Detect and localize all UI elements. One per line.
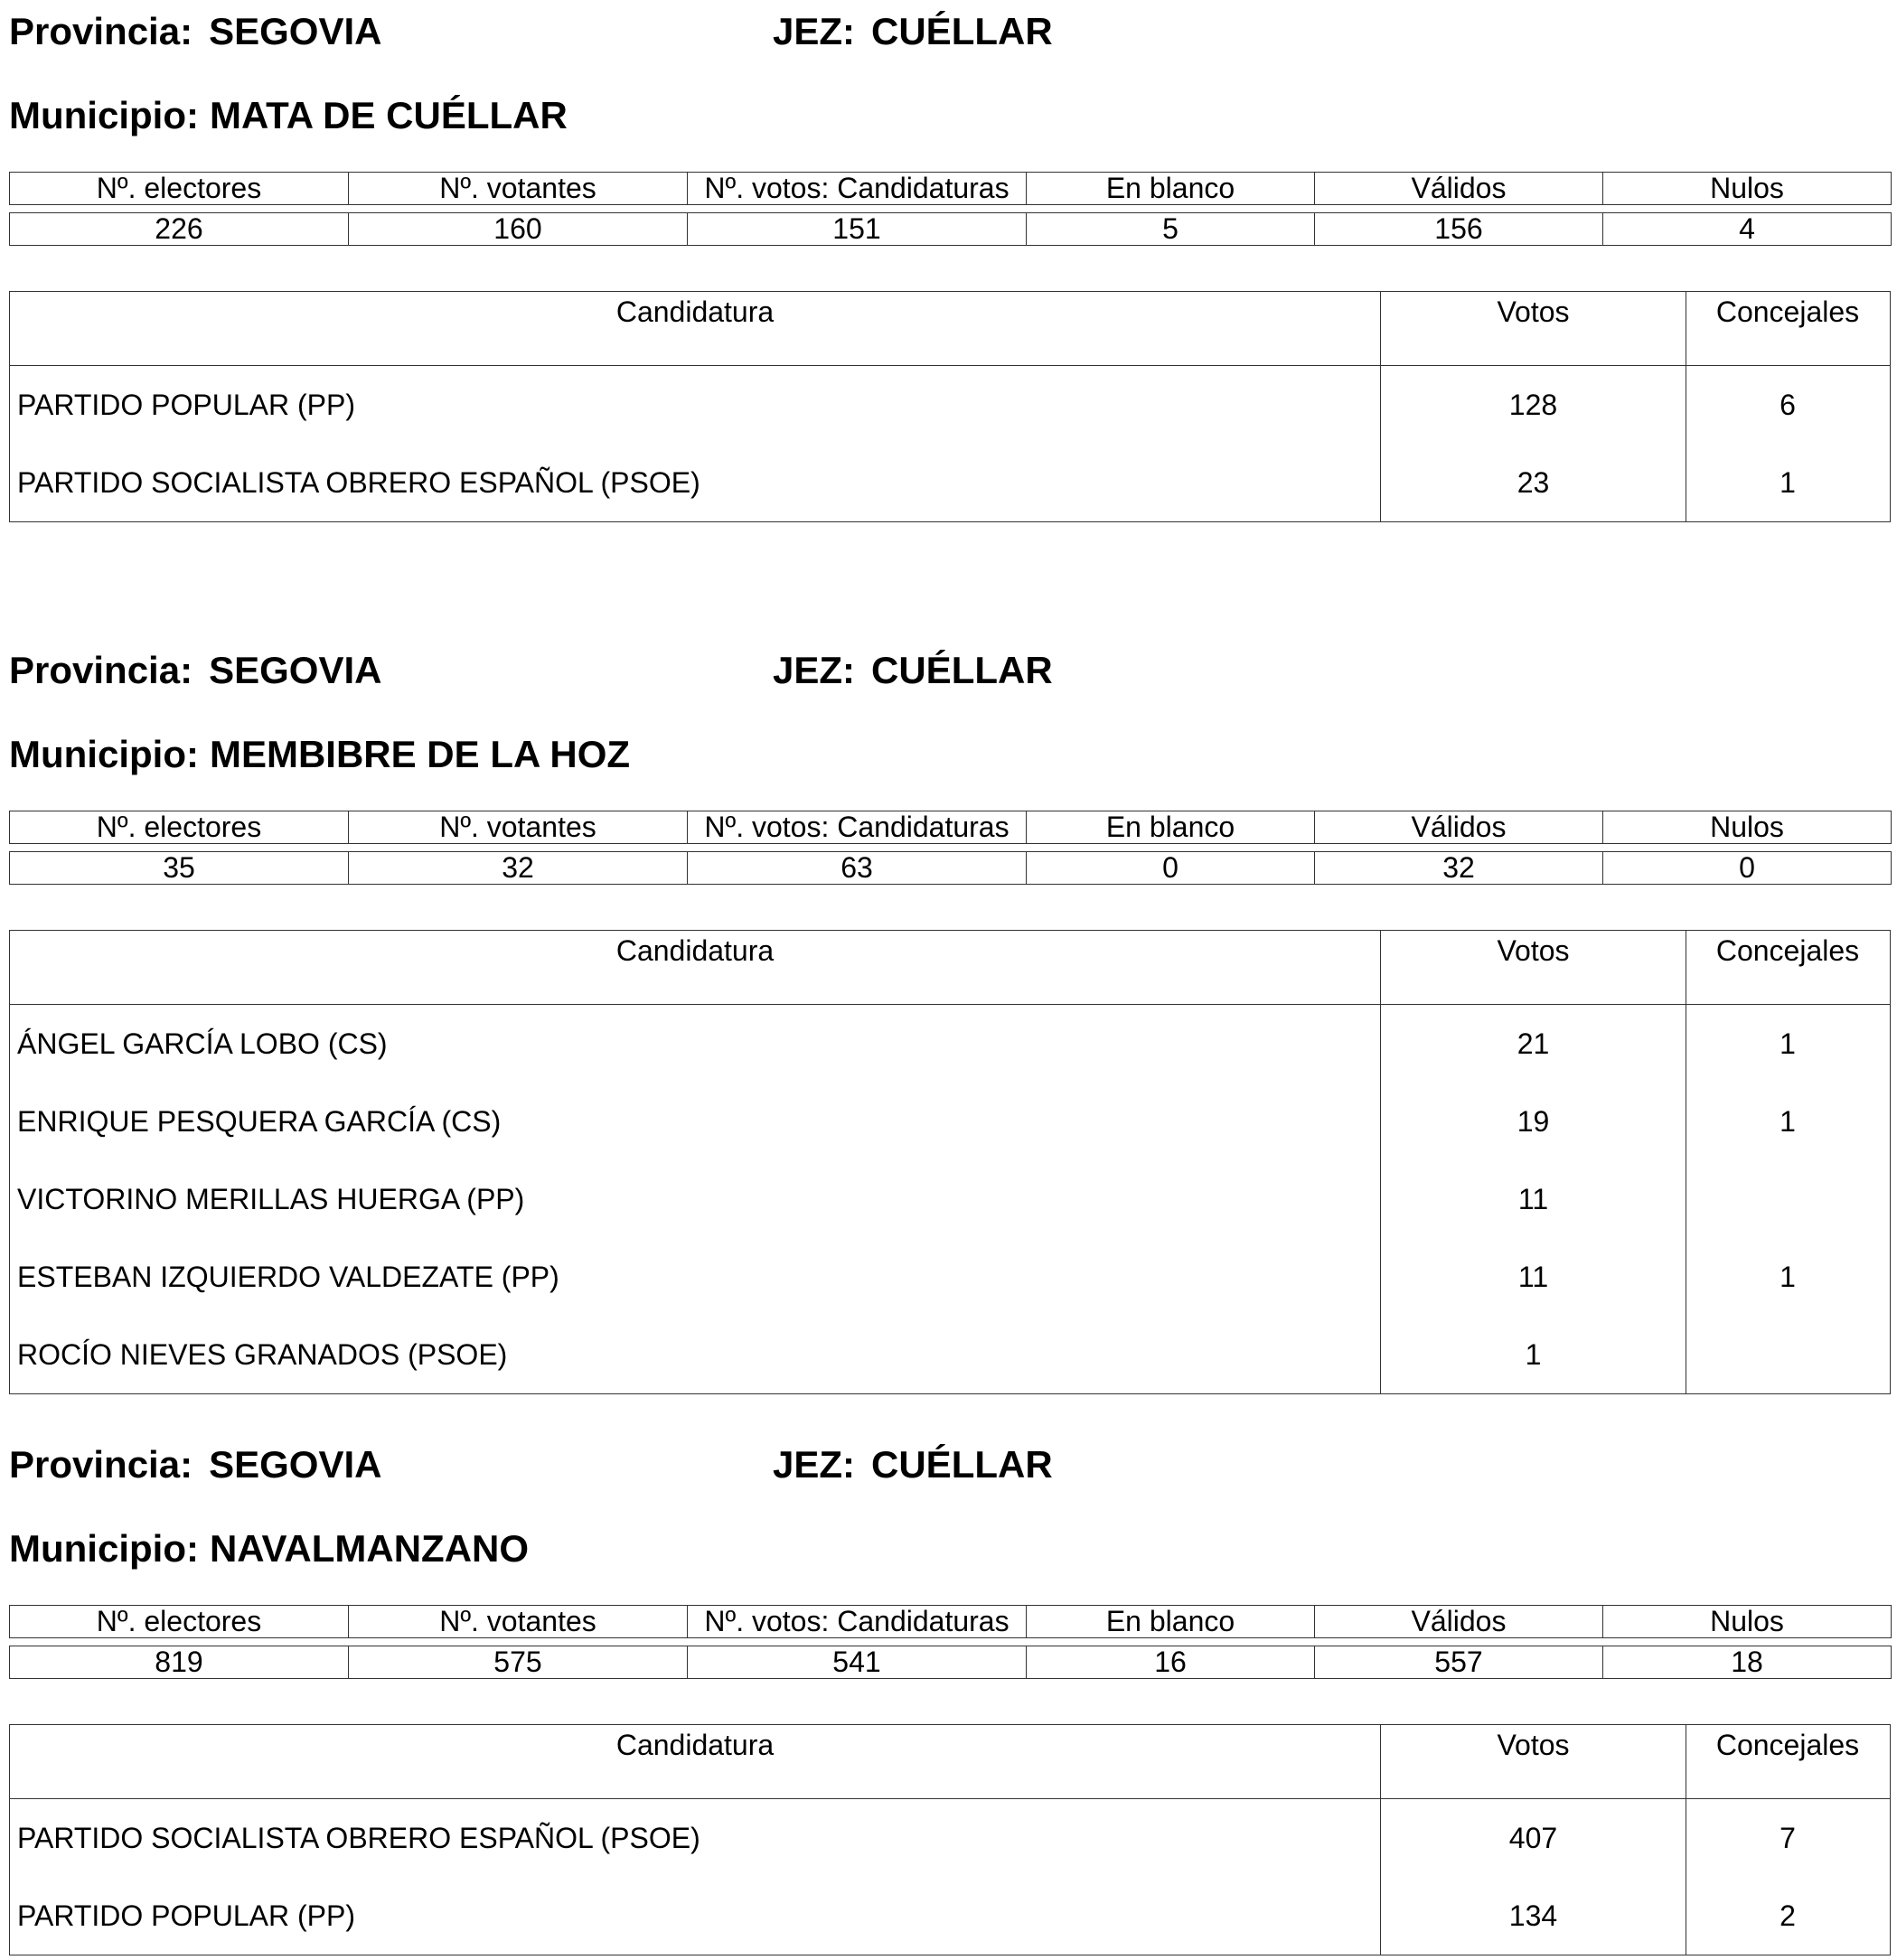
stat-value: 4 xyxy=(1603,213,1892,246)
candidate-votos: 1 xyxy=(1381,1316,1686,1393)
candidate-name: VICTORINO MERILLAS HUERGA (PP) xyxy=(10,1160,1381,1238)
stat-header: Nº. votantes xyxy=(349,173,688,205)
stats-header-row xyxy=(10,1606,1892,1638)
candidates-header-row xyxy=(10,292,1890,366)
candidate-votos: 23 xyxy=(1381,444,1686,521)
stat-value: 63 xyxy=(688,852,1027,885)
votos-header: Votos xyxy=(1381,292,1686,365)
stat-value: 0 xyxy=(1027,852,1315,885)
stat-value: 156 xyxy=(1315,213,1603,246)
table-row xyxy=(10,366,1890,444)
provincia-value: SEGOVIA xyxy=(209,10,382,52)
jez-line xyxy=(773,10,1053,52)
municipio-label: Municipio: xyxy=(9,1527,199,1570)
candidate-concejales: 2 xyxy=(1780,1899,1796,1932)
stat-header: Nulos xyxy=(1603,811,1892,844)
municipio-line xyxy=(9,1527,530,1570)
stat-value: 541 xyxy=(688,1646,1027,1679)
jez-label: JEZ: xyxy=(773,1443,856,1486)
municipio-value: MATA DE CUÉLLAR xyxy=(209,94,568,136)
candidate-votos: 19 xyxy=(1381,1083,1686,1160)
stat-header: Nº. votos: Candidaturas xyxy=(688,811,1027,844)
jez-line xyxy=(773,1443,1053,1486)
stat-header: Nº. votos: Candidaturas xyxy=(688,173,1027,205)
stat-value: 557 xyxy=(1315,1646,1603,1679)
candidates-header-row xyxy=(10,1725,1890,1799)
municipio-line xyxy=(9,733,631,775)
table-row xyxy=(10,444,1890,521)
stat-header: Nº. electores xyxy=(10,811,349,844)
stat-value: 16 xyxy=(1027,1646,1315,1679)
stat-header: Nº. votantes xyxy=(349,811,688,844)
table-row xyxy=(10,1877,1890,1955)
provincia-label: Provincia: xyxy=(9,1443,193,1486)
stat-value: 35 xyxy=(10,852,349,885)
provincia-value: SEGOVIA xyxy=(209,649,382,691)
provincia-value: SEGOVIA xyxy=(209,1443,382,1486)
stat-header: Nulos xyxy=(1603,1606,1892,1638)
stats-header-row xyxy=(10,173,1892,205)
candidate-votos: 11 xyxy=(1381,1238,1686,1316)
provincia-line xyxy=(9,649,382,691)
stats-value-row xyxy=(10,852,1892,885)
candidates-table xyxy=(9,930,1891,1394)
candidate-votos: 21 xyxy=(1381,1005,1686,1083)
municipio-label: Municipio: xyxy=(9,733,199,775)
candidate-name: PARTIDO SOCIALISTA OBRERO ESPAÑOL (PSOE) xyxy=(10,444,1381,521)
candidate-name: ROCÍO NIEVES GRANADOS (PSOE) xyxy=(10,1316,1381,1393)
municipio-label: Municipio: xyxy=(9,94,199,136)
candidatura-header: Candidatura xyxy=(10,1725,1381,1798)
stats-table xyxy=(9,1605,1892,1679)
stat-value: 160 xyxy=(349,213,688,246)
table-row xyxy=(10,1238,1890,1316)
stat-value: 5 xyxy=(1027,213,1315,246)
provincia-line xyxy=(9,10,382,52)
candidate-votos: 407 xyxy=(1381,1799,1686,1877)
candidate-name: ESTEBAN IZQUIERDO VALDEZATE (PP) xyxy=(10,1238,1381,1316)
jez-line xyxy=(773,649,1053,691)
candidate-name: PARTIDO POPULAR (PP) xyxy=(10,1877,1381,1955)
stat-header: En blanco xyxy=(1027,173,1315,205)
jez-value: CUÉLLAR xyxy=(871,649,1053,691)
candidate-name: ÁNGEL GARCÍA LOBO (CS) xyxy=(10,1005,1381,1083)
candidates-table xyxy=(9,1724,1891,1955)
jez-value: CUÉLLAR xyxy=(871,1443,1053,1486)
votos-header: Votos xyxy=(1381,1725,1686,1798)
candidates-table xyxy=(9,291,1891,522)
candidate-concejales: 7 xyxy=(1780,1821,1796,1854)
stat-value: 575 xyxy=(349,1646,688,1679)
stats-header-row xyxy=(10,811,1892,844)
stat-value: 32 xyxy=(349,852,688,885)
candidate-name: PARTIDO SOCIALISTA OBRERO ESPAÑOL (PSOE) xyxy=(10,1799,1381,1877)
jez-value: CUÉLLAR xyxy=(871,10,1053,52)
stat-value: 0 xyxy=(1603,852,1892,885)
votos-header: Votos xyxy=(1381,931,1686,1004)
provincia-line xyxy=(9,1443,382,1486)
jez-label: JEZ: xyxy=(773,10,856,52)
provincia-label: Provincia: xyxy=(9,10,193,52)
candidate-votos: 128 xyxy=(1381,366,1686,444)
stat-header: Nº. votantes xyxy=(349,1606,688,1638)
stat-value: 151 xyxy=(688,213,1027,246)
concejales-header: Concejales xyxy=(1715,1729,1860,1761)
stat-header: En blanco xyxy=(1027,811,1315,844)
municipio-line xyxy=(9,94,568,136)
stats-table xyxy=(9,811,1892,885)
candidate-name: ENRIQUE PESQUERA GARCÍA (CS) xyxy=(10,1083,1381,1160)
stats-table xyxy=(9,172,1892,246)
municipio-value: MEMBIBRE DE LA HOZ xyxy=(209,733,631,775)
stat-header: Nº. electores xyxy=(10,1606,349,1638)
stat-header: Nº. votos: Candidaturas xyxy=(688,1606,1027,1638)
stat-value: 226 xyxy=(10,213,349,246)
table-row xyxy=(10,1083,1890,1160)
table-row xyxy=(10,1799,1890,1877)
candidate-votos: 134 xyxy=(1381,1877,1686,1955)
provincia-label: Provincia: xyxy=(9,649,193,691)
stat-header: Nº. electores xyxy=(10,173,349,205)
candidate-concejales xyxy=(1686,1160,1889,1238)
stat-header: Válidos xyxy=(1315,811,1603,844)
stats-value-row xyxy=(10,213,1892,246)
stat-value: 32 xyxy=(1315,852,1603,885)
stat-header: Válidos xyxy=(1315,173,1603,205)
stats-value-row xyxy=(10,1646,1892,1679)
concejales-header: Concejales xyxy=(1715,934,1860,967)
table-row xyxy=(10,1316,1890,1393)
candidate-name: PARTIDO POPULAR (PP) xyxy=(10,366,1381,444)
stat-value: 819 xyxy=(10,1646,349,1679)
candidate-votos: 11 xyxy=(1381,1160,1686,1238)
candidatura-header: Candidatura xyxy=(10,292,1381,365)
candidates-header-row xyxy=(10,931,1890,1005)
stat-value: 18 xyxy=(1603,1646,1892,1679)
candidate-concejales: 6 xyxy=(1780,388,1796,421)
table-row xyxy=(10,1005,1890,1083)
municipio-value: NAVALMANZANO xyxy=(209,1527,530,1570)
candidate-concejales: 1 xyxy=(1780,1260,1796,1293)
stat-header: En blanco xyxy=(1027,1606,1315,1638)
stat-header: Nulos xyxy=(1603,173,1892,205)
stat-header: Válidos xyxy=(1315,1606,1603,1638)
candidatura-header: Candidatura xyxy=(10,931,1381,1004)
jez-label: JEZ: xyxy=(773,649,856,691)
concejales-header: Concejales xyxy=(1715,295,1860,328)
candidate-concejales: 1 xyxy=(1780,1027,1796,1060)
candidate-concejales xyxy=(1686,1316,1889,1393)
table-row xyxy=(10,1160,1890,1238)
candidate-concejales: 1 xyxy=(1780,465,1796,499)
candidate-concejales: 1 xyxy=(1780,1104,1796,1138)
